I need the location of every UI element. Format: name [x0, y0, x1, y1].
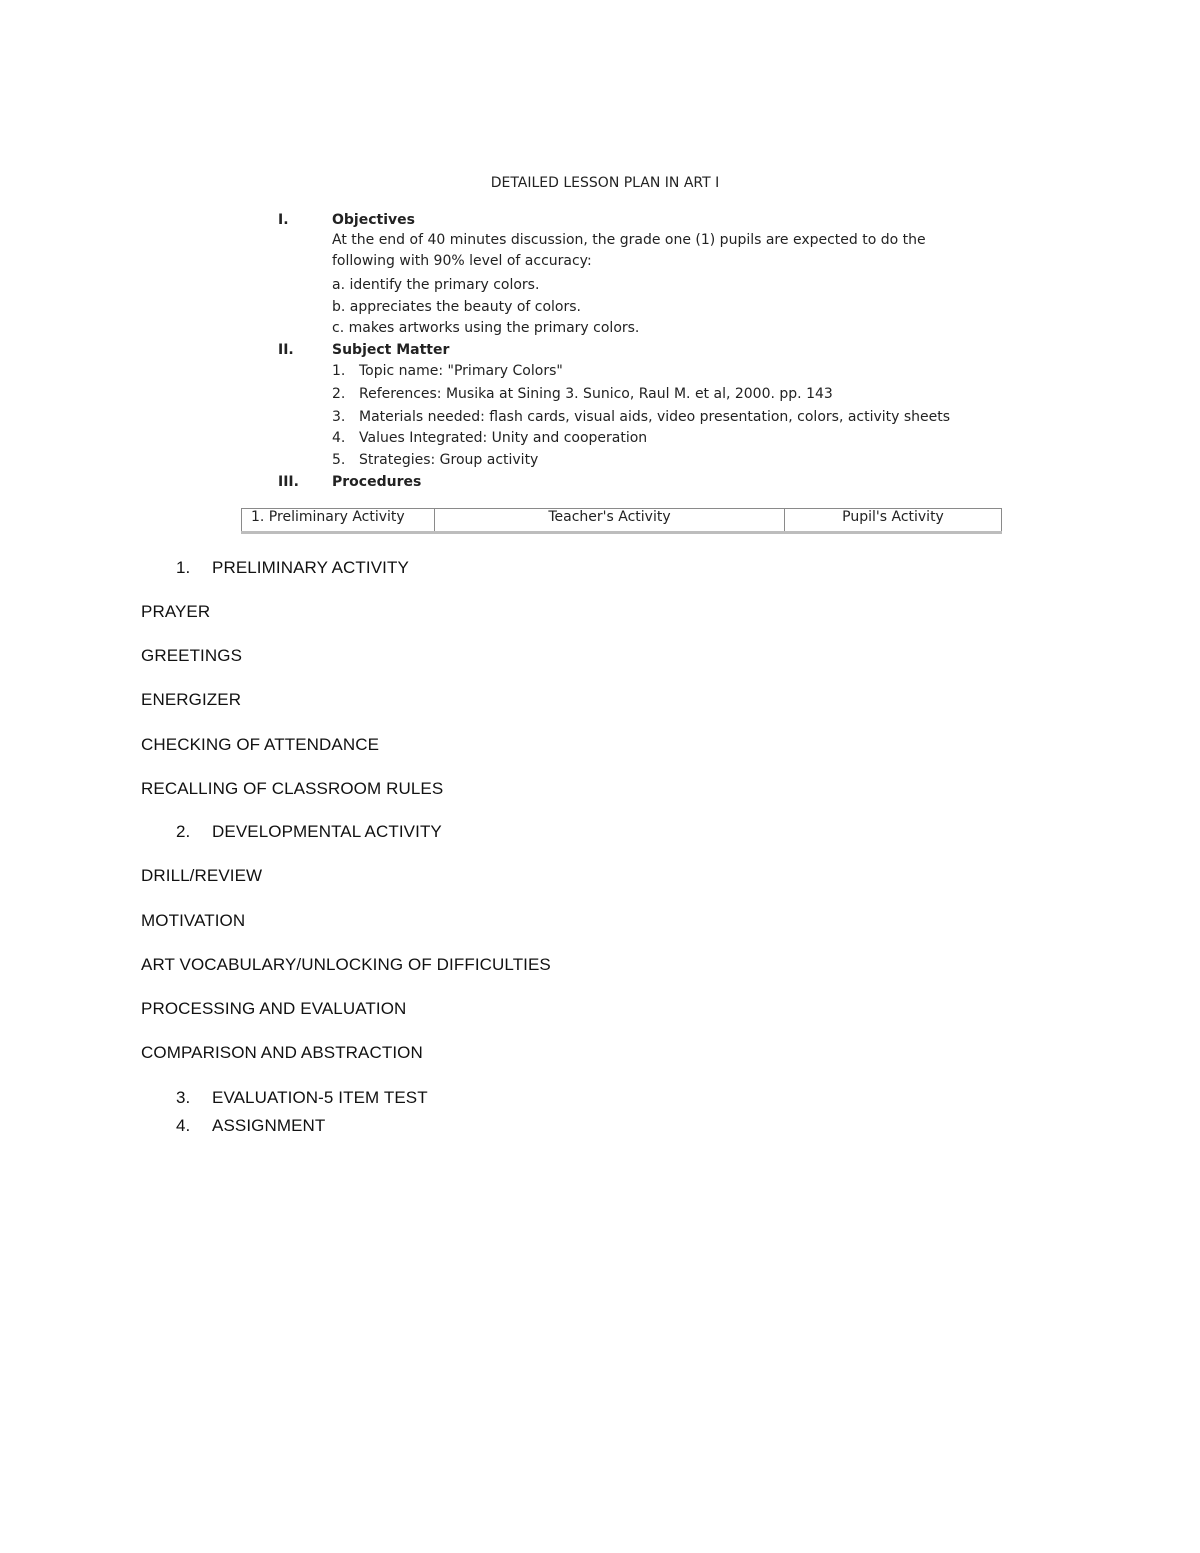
table-header-cell: Teacher's Activity	[435, 509, 785, 531]
procedures-heading: Procedures	[332, 474, 422, 490]
outline-number: 2.	[176, 822, 191, 841]
outline-item: PRAYER	[141, 602, 211, 621]
outline-item: ART VOCABULARY/UNLOCKING OF DIFFICULTIES	[141, 955, 551, 974]
procedures-table	[241, 508, 1002, 532]
objective-item: c. makes artworks using the primary colors.	[332, 320, 640, 336]
objectives-heading: Objectives	[332, 212, 415, 228]
outline-item: PROCESSING AND EVALUATION	[141, 999, 407, 1018]
outline-item: ENERGIZER	[141, 690, 242, 709]
subject-matter-heading: Subject Matter	[332, 342, 450, 358]
subject-item-text: Values Integrated: Unity and cooperation	[359, 430, 648, 446]
objective-item: b. appreciates the beauty of colors.	[332, 299, 581, 315]
table-cut-edge	[241, 531, 1002, 534]
outline-item: DRILL/REVIEW	[141, 866, 263, 885]
objectives-intro-line2: following with 90% level of accuracy:	[332, 253, 592, 269]
outline-number: 3.	[176, 1088, 191, 1107]
subject-item-num: 4.	[332, 430, 346, 446]
objective-item: a. identify the primary colors.	[332, 277, 540, 293]
outline-number: 4.	[176, 1116, 191, 1135]
subject-item-text: Strategies: Group activity	[359, 452, 539, 468]
subject-item-text: Materials needed: flash cards, visual aids, video presentation, colors, activity sheets	[359, 409, 951, 425]
table-header-cell: 1. Preliminary Activity	[242, 509, 435, 531]
outline-number: 1.	[176, 558, 191, 577]
outline-item: CHECKING OF ATTENDANCE	[141, 735, 380, 754]
outline-heading: ASSIGNMENT	[212, 1116, 326, 1135]
lesson-plan-title: DETAILED LESSON PLAN IN ART I	[490, 175, 720, 191]
subject-item-num: 2.	[332, 386, 346, 402]
outline-item: GREETINGS	[141, 646, 243, 665]
subject-matter-numeral: II.	[278, 342, 294, 358]
subject-item-num: 5.	[332, 452, 346, 468]
subject-item-text: References: Musika at Sining 3. Sunico, Raul M. et al, 2000. pp. 143	[359, 386, 833, 402]
outline-heading: PRELIMINARY ACTIVITY	[212, 558, 409, 577]
outline-item: COMPARISON AND ABSTRACTION	[141, 1043, 423, 1062]
outline-item: RECALLING OF CLASSROOM RULES	[141, 779, 444, 798]
procedures-numeral: III.	[278, 474, 299, 490]
subject-item-text: Topic name: "Primary Colors"	[359, 363, 563, 379]
objectives-intro-line1: At the end of 40 minutes discussion, the grade one (1) pupils are expected to do the	[332, 232, 926, 248]
subject-item-num: 3.	[332, 409, 346, 425]
subject-item-num: 1.	[332, 363, 346, 379]
objectives-numeral: I.	[278, 212, 289, 228]
outline-heading: DEVELOPMENTAL ACTIVITY	[212, 822, 442, 841]
table-header-cell: Pupil's Activity	[842, 509, 944, 525]
outline-item: MOTIVATION	[141, 911, 246, 930]
outline-heading: EVALUATION-5 ITEM TEST	[212, 1088, 428, 1107]
